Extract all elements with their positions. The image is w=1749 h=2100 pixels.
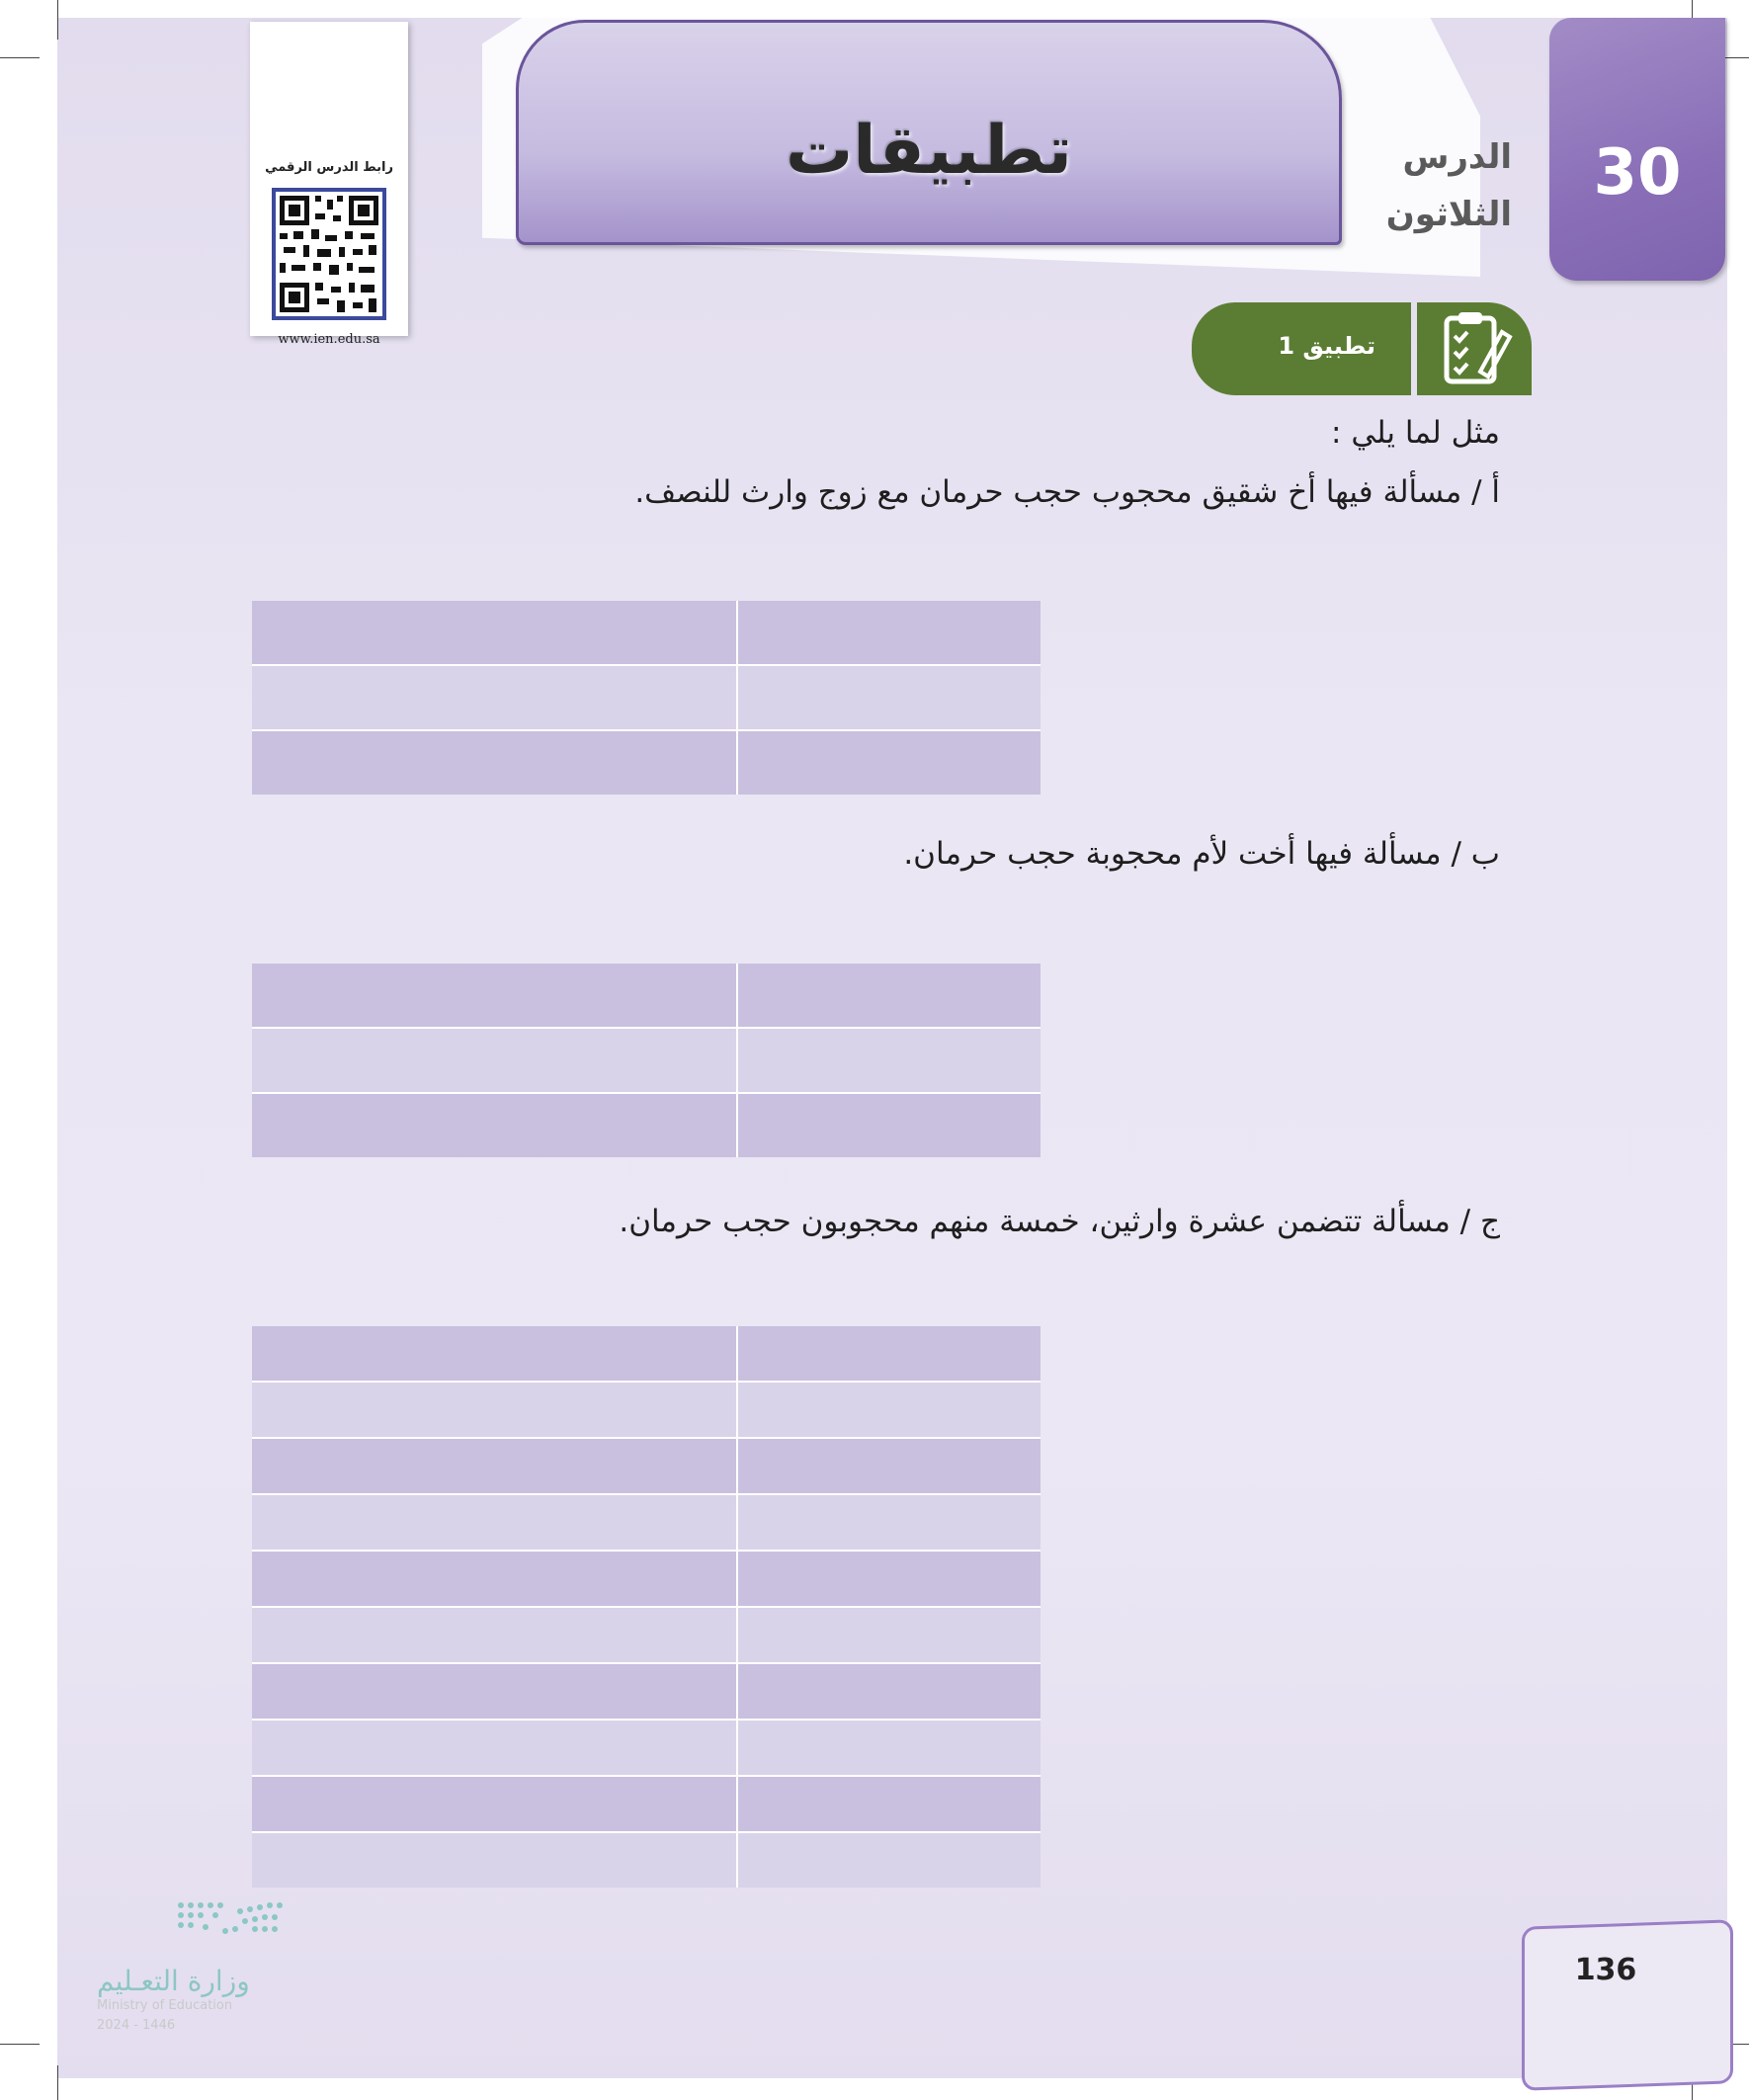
table-cell[interactable] xyxy=(738,1721,1041,1775)
table-cell[interactable] xyxy=(252,1833,738,1888)
table-cell[interactable] xyxy=(738,1495,1041,1550)
table-b[interactable] xyxy=(252,964,1041,1157)
table-cell[interactable] xyxy=(252,1383,738,1437)
table-cell[interactable] xyxy=(738,1608,1041,1662)
table-cell[interactable] xyxy=(252,1029,738,1092)
application-badge xyxy=(1192,302,1411,395)
crop-mark xyxy=(57,0,58,40)
table-row xyxy=(252,1552,1041,1608)
lesson-number-tab xyxy=(1549,18,1725,281)
table-cell[interactable] xyxy=(738,1094,1041,1157)
page-number-box xyxy=(1522,1919,1733,2090)
table-cell[interactable] xyxy=(738,1029,1041,1092)
table-cell[interactable] xyxy=(738,1664,1041,1719)
table-row xyxy=(252,1833,1041,1888)
clipboard-checklist-icon xyxy=(1417,302,1532,395)
table-row xyxy=(252,1094,1041,1157)
table-row xyxy=(252,1721,1041,1777)
table-cell[interactable] xyxy=(252,1552,738,1606)
page-number: 136 xyxy=(1574,1953,1637,1987)
table-cell[interactable] xyxy=(738,1439,1041,1493)
table-cell[interactable] xyxy=(738,1833,1041,1888)
table-cell[interactable] xyxy=(738,964,1041,1027)
intro-text: مثل لما يلي : xyxy=(1331,415,1500,451)
table-row xyxy=(252,1777,1041,1833)
table-cell[interactable] xyxy=(738,1383,1041,1437)
application-badge-label: تطبيق 1 xyxy=(1278,332,1375,360)
qr-url[interactable]: www.ien.edu.sa xyxy=(278,332,380,347)
table-row xyxy=(252,666,1041,731)
item-c-text: ج / مسألة تتضمن عشرة وارثين، خمسة منهم محجوبون حجب حرمان. xyxy=(619,1204,1500,1239)
item-b-text: ب / مسألة فيها أخت لأم محجوبة حجب حرمان. xyxy=(903,836,1500,872)
lesson-number: 30 xyxy=(1593,136,1682,210)
table-cell[interactable] xyxy=(252,1094,738,1157)
table-row xyxy=(252,731,1041,795)
ministry-name-english: Ministry of Education xyxy=(97,1998,233,2013)
lesson-label xyxy=(1354,128,1512,243)
table-cell[interactable] xyxy=(738,601,1041,664)
application-icon-box xyxy=(1417,302,1532,395)
qr-label: رابط الدرس الرقمي xyxy=(265,160,393,175)
table-cell[interactable] xyxy=(738,666,1041,729)
qr-code-icon[interactable] xyxy=(272,188,386,320)
table-row xyxy=(252,964,1041,1029)
item-a-text: أ / مسألة فيها أخ شقيق محجوب حجب حرمان مع زوج وارث للنصف. xyxy=(634,474,1500,510)
lesson-label-line2: الثلاثون xyxy=(1385,195,1512,234)
table-cell[interactable] xyxy=(252,1721,738,1775)
table-row xyxy=(252,1608,1041,1664)
table-cell[interactable] xyxy=(252,666,738,729)
table-cell[interactable] xyxy=(252,1326,738,1381)
table-row xyxy=(252,1495,1041,1552)
table-cell[interactable] xyxy=(252,1439,738,1493)
qr-card[interactable] xyxy=(250,22,408,347)
table-cell[interactable] xyxy=(252,1664,738,1719)
table-row xyxy=(252,1439,1041,1495)
table-row xyxy=(252,1029,1041,1094)
crop-mark xyxy=(0,2044,40,2045)
ministry-year: 2024 - 1446 xyxy=(97,2018,176,2033)
crop-mark xyxy=(0,57,40,58)
table-cell[interactable] xyxy=(252,964,738,1027)
table-cell[interactable] xyxy=(252,1495,738,1550)
table-row xyxy=(252,1664,1041,1721)
table-row xyxy=(252,601,1041,666)
title-ribbon xyxy=(516,20,1342,245)
table-cell[interactable] xyxy=(252,601,738,664)
table-cell[interactable] xyxy=(738,1326,1041,1381)
page-title: تطبيقات xyxy=(785,112,1073,190)
table-cell[interactable] xyxy=(738,731,1041,795)
crop-mark xyxy=(57,2065,58,2100)
table-row xyxy=(252,1326,1041,1383)
table-row xyxy=(252,1383,1041,1439)
table-c[interactable] xyxy=(252,1326,1041,1888)
table-cell[interactable] xyxy=(252,731,738,795)
ministry-name-arabic: وزارة التعـليم xyxy=(97,1965,250,1997)
table-cell[interactable] xyxy=(738,1552,1041,1606)
table-a[interactable] xyxy=(252,601,1041,795)
table-cell[interactable] xyxy=(252,1777,738,1831)
table-cell[interactable] xyxy=(738,1777,1041,1831)
table-cell[interactable] xyxy=(252,1608,738,1662)
ministry-logo-icon xyxy=(97,1897,285,1957)
lesson-label-line1: الدرس xyxy=(1402,137,1512,177)
